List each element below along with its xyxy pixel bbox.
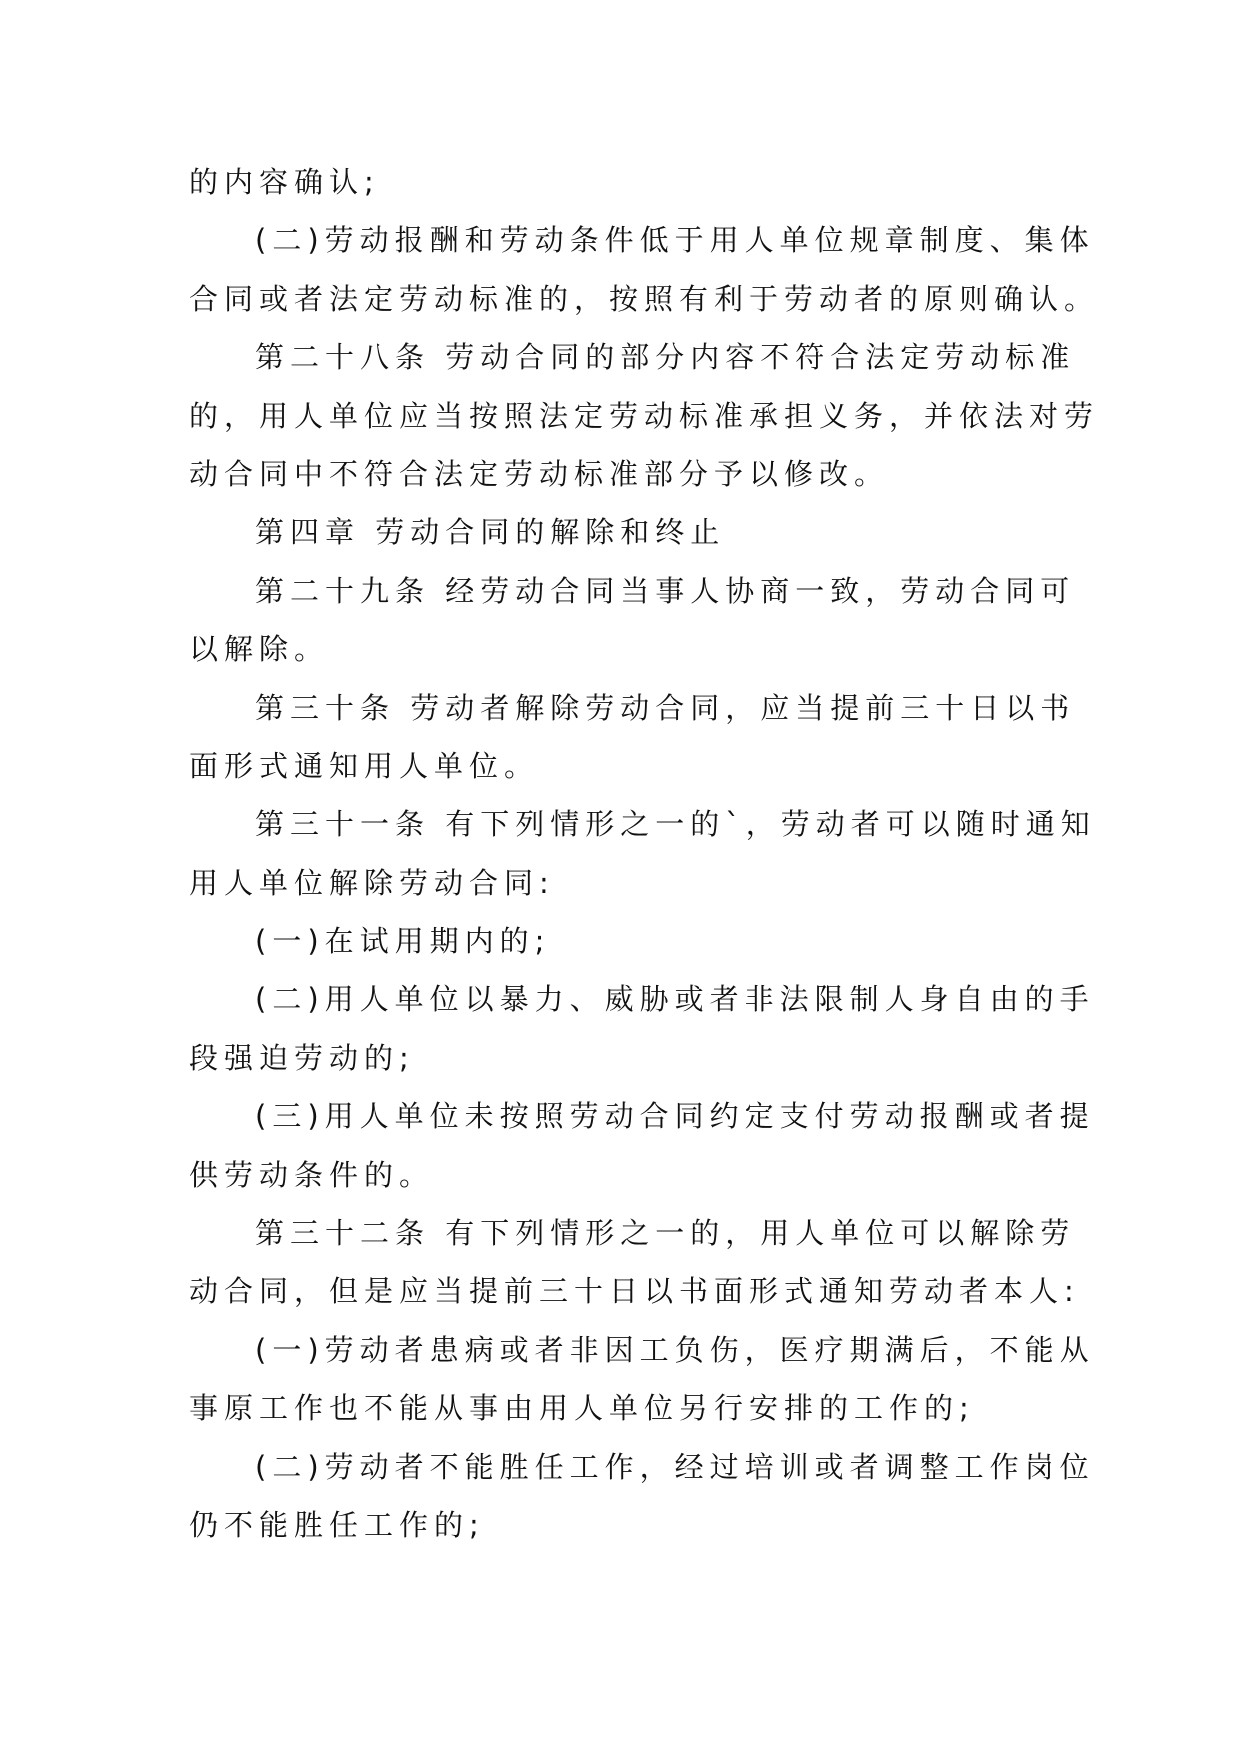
- list-item-line: (一)劳动者患病或者非因工负伤，医疗期满后，不能从: [255, 1332, 1095, 1367]
- list-item-line: (三)用人单位未按照劳动合同约定支付劳动报酬或者提: [255, 1099, 1095, 1134]
- text-line: 事原工作也不能从事由用人单位另行安排的工作的;: [189, 1391, 975, 1426]
- chapter-heading: 第四章 劳动合同的解除和终止: [255, 515, 726, 550]
- document-body: [189, 153, 1100, 1554]
- text-line: 的内容确认;: [189, 165, 380, 199]
- list-item-line: (二)用人单位以暴力、威胁或者非法限制人身自由的手: [255, 982, 1095, 1017]
- text-line: 以解除。: [189, 632, 330, 667]
- article-heading-line: 第二十九条 经劳动合同当事人协商一致，劳动合同可: [255, 573, 1076, 608]
- list-item-line: (二)劳动者不能胜任工作，经过培训或者调整工作岗位: [255, 1449, 1095, 1484]
- article-heading-line: 第三十一条 有下列情形之一的`，劳动者可以随时通知: [255, 807, 1096, 842]
- text-line: 用人单位解除劳动合同:: [189, 865, 555, 900]
- text-line: 动合同，但是应当提前三十日以书面形式通知劳动者本人:: [189, 1274, 1080, 1309]
- article-heading-line: 第三十条 劳动者解除劳动合同，应当提前三十日以书: [255, 690, 1076, 725]
- article-heading-line: 第三十二条 有下列情形之一的，用人单位可以解除劳: [255, 1216, 1076, 1251]
- text-line: (二)劳动报酬和劳动条件低于用人单位规章制度、集体: [255, 223, 1095, 258]
- text-line: 的，用人单位应当按照法定劳动标准承担义务，并依法对劳: [189, 398, 1100, 433]
- article-heading-line: 第二十八条 劳动合同的部分内容不符合法定劳动标准: [255, 340, 1076, 375]
- text-line: 供劳动条件的。: [189, 1157, 435, 1192]
- text-line: 动合同中不符合法定劳动标准部分予以修改。: [189, 456, 890, 491]
- text-line: 段强迫劳动的;: [189, 1040, 415, 1075]
- text-line: 仍不能胜任工作的;: [189, 1507, 485, 1542]
- text-line: 面形式通知用人单位。: [189, 748, 540, 783]
- text-line: 合同或者法定劳动标准的，按照有利于劳动者的原则确认。: [189, 281, 1100, 316]
- list-item-line: (一)在试用期内的;: [255, 924, 551, 959]
